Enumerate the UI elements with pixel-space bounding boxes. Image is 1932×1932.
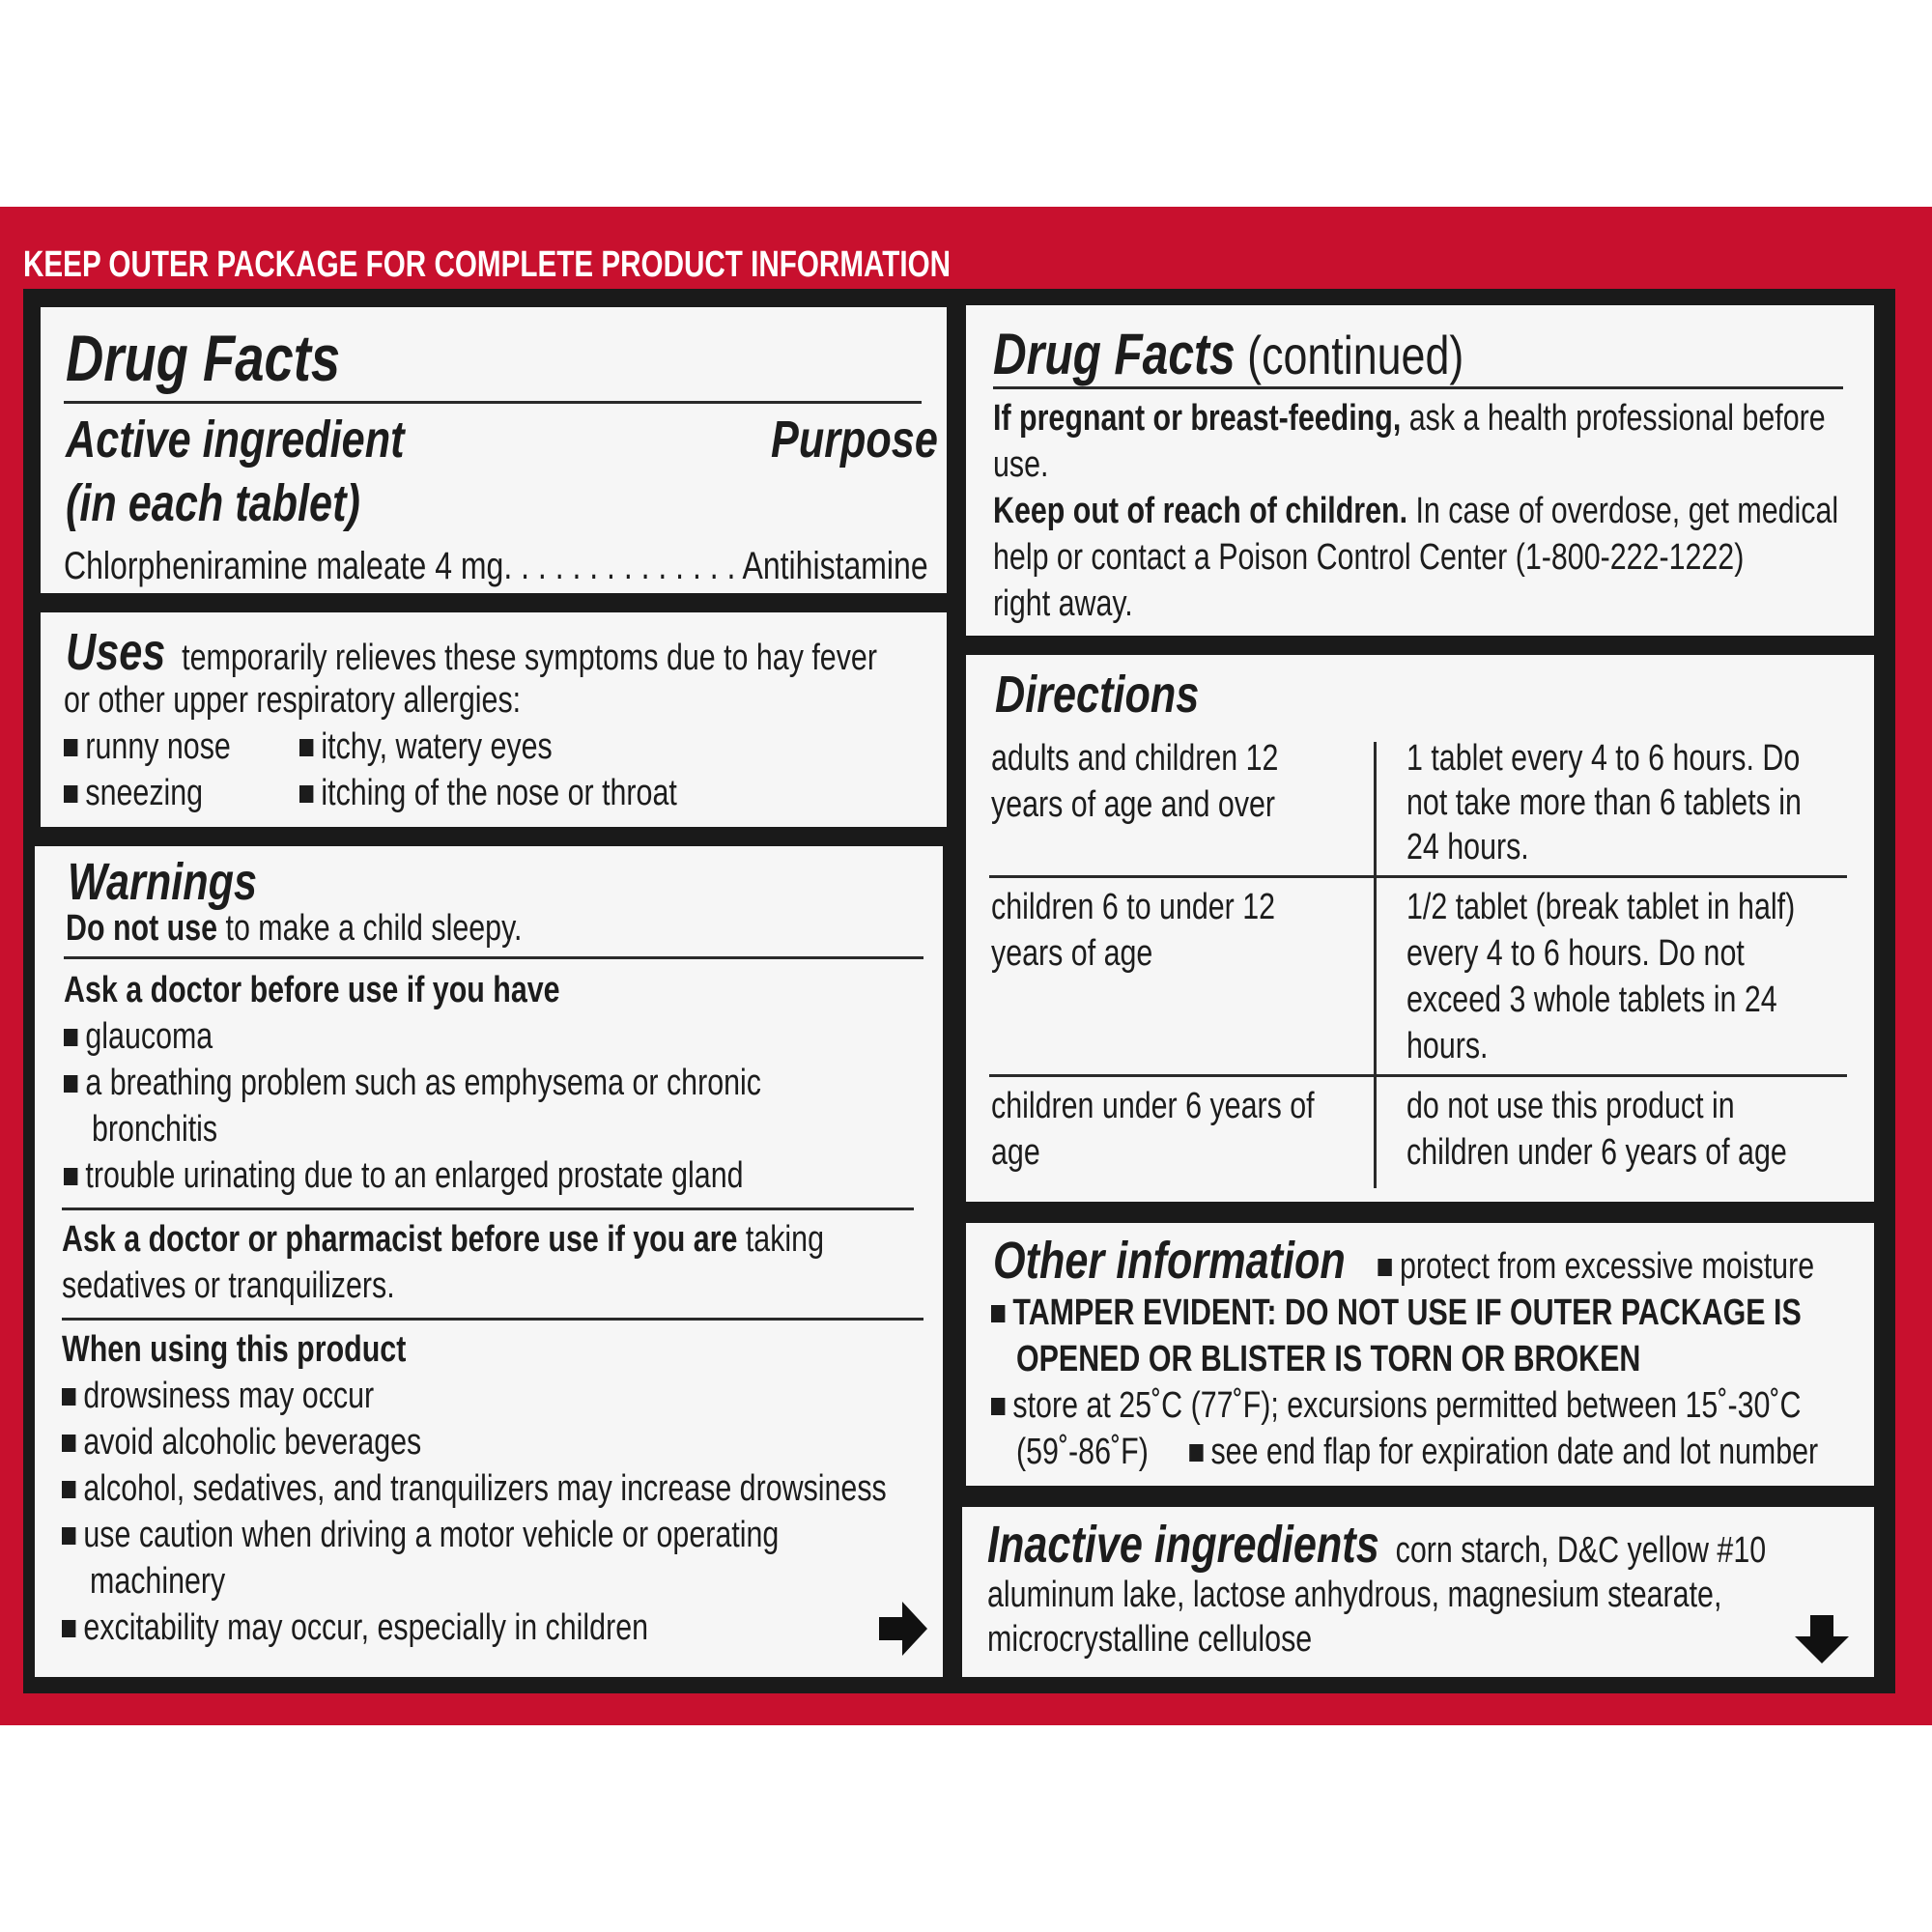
other-info-line-1	[993, 1231, 1814, 1291]
bullet-icon	[62, 1620, 75, 1637]
other-info-title: Other information	[993, 1232, 1346, 1290]
right-title-rule	[993, 386, 1843, 389]
banner-keep-outer-package: KEEP OUTER PACKAGE FOR COMPLETE PRODUCT INFORMATION	[23, 244, 952, 285]
directions-who: age	[991, 1132, 1040, 1173]
directions-who: children under 6 years of	[991, 1086, 1315, 1126]
when-using-item: alcohol, sedatives, and tranquilizers may increase drowsiness	[62, 1468, 887, 1510]
directions-dose: not take more than 6 tablets in	[1406, 782, 1802, 823]
bullet-icon	[299, 785, 313, 803]
active-ingredient-subheading: (in each tablet)	[66, 474, 360, 532]
right-title-suffix: (continued)	[1235, 325, 1464, 385]
arrow-right-icon	[879, 1600, 929, 1658]
warnings-rule-1	[64, 956, 923, 959]
when-using-item: excitability may occur, especially in children	[62, 1607, 648, 1649]
panel-warnings	[35, 846, 943, 1677]
panel-other-information	[966, 1223, 1874, 1486]
directions-who: adults and children 12	[991, 738, 1279, 779]
uses-item: itchy, watery eyes	[299, 726, 553, 768]
ask-doctor-item-continued: bronchitis	[92, 1109, 218, 1150]
bullet-icon	[62, 1435, 75, 1452]
directions-dose: children under 6 years of age	[1406, 1132, 1787, 1173]
other-info-item: TAMPER EVIDENT: DO NOT USE IF OUTER PACKAGE IS	[991, 1293, 1802, 1334]
right-title-line	[993, 321, 1463, 387]
uses-text-2: or other upper respiratory allergies:	[64, 680, 522, 721]
keep-out-line-3: right away.	[993, 583, 1133, 624]
bullet-icon	[1378, 1259, 1392, 1276]
when-using-item: drowsiness may occur	[62, 1376, 374, 1417]
panel-active-ingredient	[41, 307, 947, 593]
warnings-rule-2	[62, 1208, 914, 1210]
warnings-rule-3	[62, 1318, 923, 1321]
bullet-icon	[991, 1398, 1005, 1415]
keep-out-line-1: Keep out of reach of children. In case of overdose, get medical	[993, 491, 1839, 531]
panel-inactive-ingredients	[962, 1507, 1874, 1677]
bullet-icon	[64, 739, 77, 756]
title-rule	[64, 401, 922, 404]
directions-dose: 1 tablet every 4 to 6 hours. Do	[1406, 738, 1801, 779]
active-ingredient-heading: Active ingredient	[66, 411, 405, 469]
ingredient-line: Chlorpheniramine maleate 4 mg. . . . . . . . . . . . . . Antihistamine	[64, 545, 928, 587]
directions-dose: 1/2 tablet (break tablet in half)	[1406, 887, 1796, 927]
ask-pharmacist-line-1: Ask a doctor or pharmacist before use if you are taking	[62, 1219, 824, 1260]
arrow-down-icon	[1793, 1615, 1851, 1665]
directions-column-divider	[1374, 742, 1377, 1188]
ask-doctor-item: a breathing problem such as emphysema or chronic	[64, 1063, 761, 1104]
uses-line-1	[66, 622, 877, 682]
left-title: Drug Facts	[66, 322, 341, 395]
directions-who: years of age and over	[991, 784, 1276, 825]
warnings-title: Warnings	[68, 853, 258, 911]
uses-item: itching of the nose or throat	[299, 773, 677, 814]
purpose-heading: Purpose	[771, 411, 938, 469]
inactive-text-3: microcrystalline cellulose	[987, 1619, 1313, 1660]
pregnant-line-1: If pregnant or breast-feeding, ask a health professional before	[993, 398, 1826, 439]
bullet-icon	[1189, 1444, 1203, 1462]
bullet-icon	[64, 1029, 77, 1046]
uses-title: Uses	[66, 623, 166, 681]
inactive-text-1: corn starch, D&C yellow #10	[1395, 1530, 1767, 1571]
other-info-item-continued: (59˚-86˚F) see end flap for expiration date and lot number	[1016, 1432, 1819, 1472]
panel-uses	[41, 612, 947, 827]
when-using-heading: When using this product	[62, 1329, 407, 1370]
inactive-line-1	[987, 1515, 1766, 1575]
pregnant-line-2: use.	[993, 444, 1049, 485]
panel-drug-facts-continued	[966, 305, 1874, 636]
inactive-text-2: aluminum lake, lactose anhydrous, magnesium stearate,	[987, 1575, 1722, 1615]
ask-pharmacist-line-2: sedatives or tranquilizers.	[62, 1265, 395, 1306]
bullet-icon	[64, 1075, 77, 1093]
directions-row-rule-2	[989, 1074, 1847, 1077]
bullet-icon	[991, 1305, 1005, 1322]
bullet-icon	[64, 1168, 77, 1185]
other-info-item: store at 25˚C (77˚F); excursions permitted between 15˚-30˚C	[991, 1385, 1801, 1427]
keep-out-line-2: help or contact a Poison Control Center (1-800-222-1222)	[993, 537, 1745, 578]
bullet-icon	[62, 1481, 75, 1498]
bullet-icon	[299, 739, 313, 756]
do-not-use-line: Do not use to make a child sleepy.	[66, 908, 523, 949]
uses-text-1: temporarily relieves these symptoms due to hay fever	[182, 638, 877, 678]
when-using-item-continued: machinery	[90, 1561, 226, 1602]
directions-dose: do not use this product in	[1406, 1086, 1735, 1126]
when-using-item: avoid alcoholic beverages	[62, 1422, 421, 1463]
ask-doctor-item: glaucoma	[64, 1016, 213, 1058]
bullet-icon	[62, 1388, 75, 1406]
directions-dose: exceed 3 whole tablets in 24	[1406, 980, 1777, 1020]
bullet-icon	[64, 785, 77, 803]
other-info-item: protect from excessive moisture	[1399, 1246, 1815, 1287]
directions-who: children 6 to under 12	[991, 887, 1276, 927]
when-using-item: use caution when driving a motor vehicle or operating	[62, 1515, 779, 1556]
uses-item: sneezing	[64, 773, 203, 814]
ask-doctor-item: trouble urinating due to an enlarged prostate gland	[64, 1155, 744, 1197]
ask-doctor-heading: Ask a doctor before use if you have	[64, 970, 560, 1010]
panel-directions	[966, 655, 1874, 1202]
directions-dose: hours.	[1406, 1026, 1489, 1066]
inactive-title: Inactive ingredients	[987, 1516, 1379, 1574]
right-title: Drug Facts	[993, 322, 1236, 386]
bullet-icon	[62, 1527, 75, 1545]
uses-item: runny nose	[64, 726, 231, 768]
other-info-item-continued: OPENED OR BLISTER IS TORN OR BROKEN	[1016, 1339, 1641, 1379]
directions-title: Directions	[995, 666, 1200, 724]
directions-dose: 24 hours.	[1406, 827, 1529, 867]
directions-row-rule-1	[989, 875, 1847, 878]
directions-dose: every 4 to 6 hours. Do not	[1406, 933, 1745, 974]
directions-who: years of age	[991, 933, 1153, 974]
